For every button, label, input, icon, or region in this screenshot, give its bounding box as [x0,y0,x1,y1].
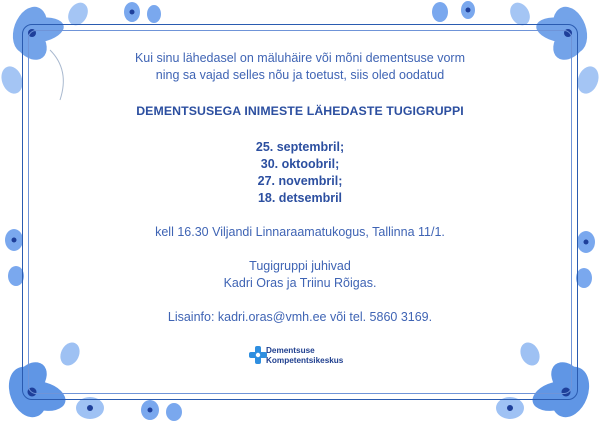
contact-info: Lisainfo: kadri.oras@vmh.ee või tel. 5860 3169. [167,310,433,324]
date-item: 27. novembril; [257,174,343,188]
venue-text: kell 16.30 Viljandi Linnaraamatukogus, Tallinna 11/1. [155,225,445,239]
leaders-line-2: Kadri Oras ja Triinu Rõigas. [223,276,377,290]
date-item: 30. oktoobril; [260,157,340,171]
intro-line-2: ning sa vajad selles nõu ja toetust, siis oled oodatud [155,68,445,82]
intro-line-1: Kui sinu lähedasel on mäluhäire või mõni dementsuse vorm [134,51,466,65]
support-group-heading: DEMENTSUSEGA INIMESTE LÄHEDASTE TUGIGRUPPI [136,104,464,118]
meeting-dates [70,139,530,207]
logo-line-1: Dementsuse [266,346,315,355]
date-item: 25. septembril; [255,140,345,154]
puzzle-cross-icon [249,345,267,365]
logo-text [266,346,343,366]
intro-text [70,50,530,84]
invitation-body [70,50,530,326]
logo-line-2: Kompetentsikeskus [266,356,344,365]
organization-logo [249,343,359,371]
group-leaders [70,258,530,292]
leaders-line-1: Tugigruppi juhivad [249,259,351,273]
date-item: 18. detsembril [257,191,343,205]
